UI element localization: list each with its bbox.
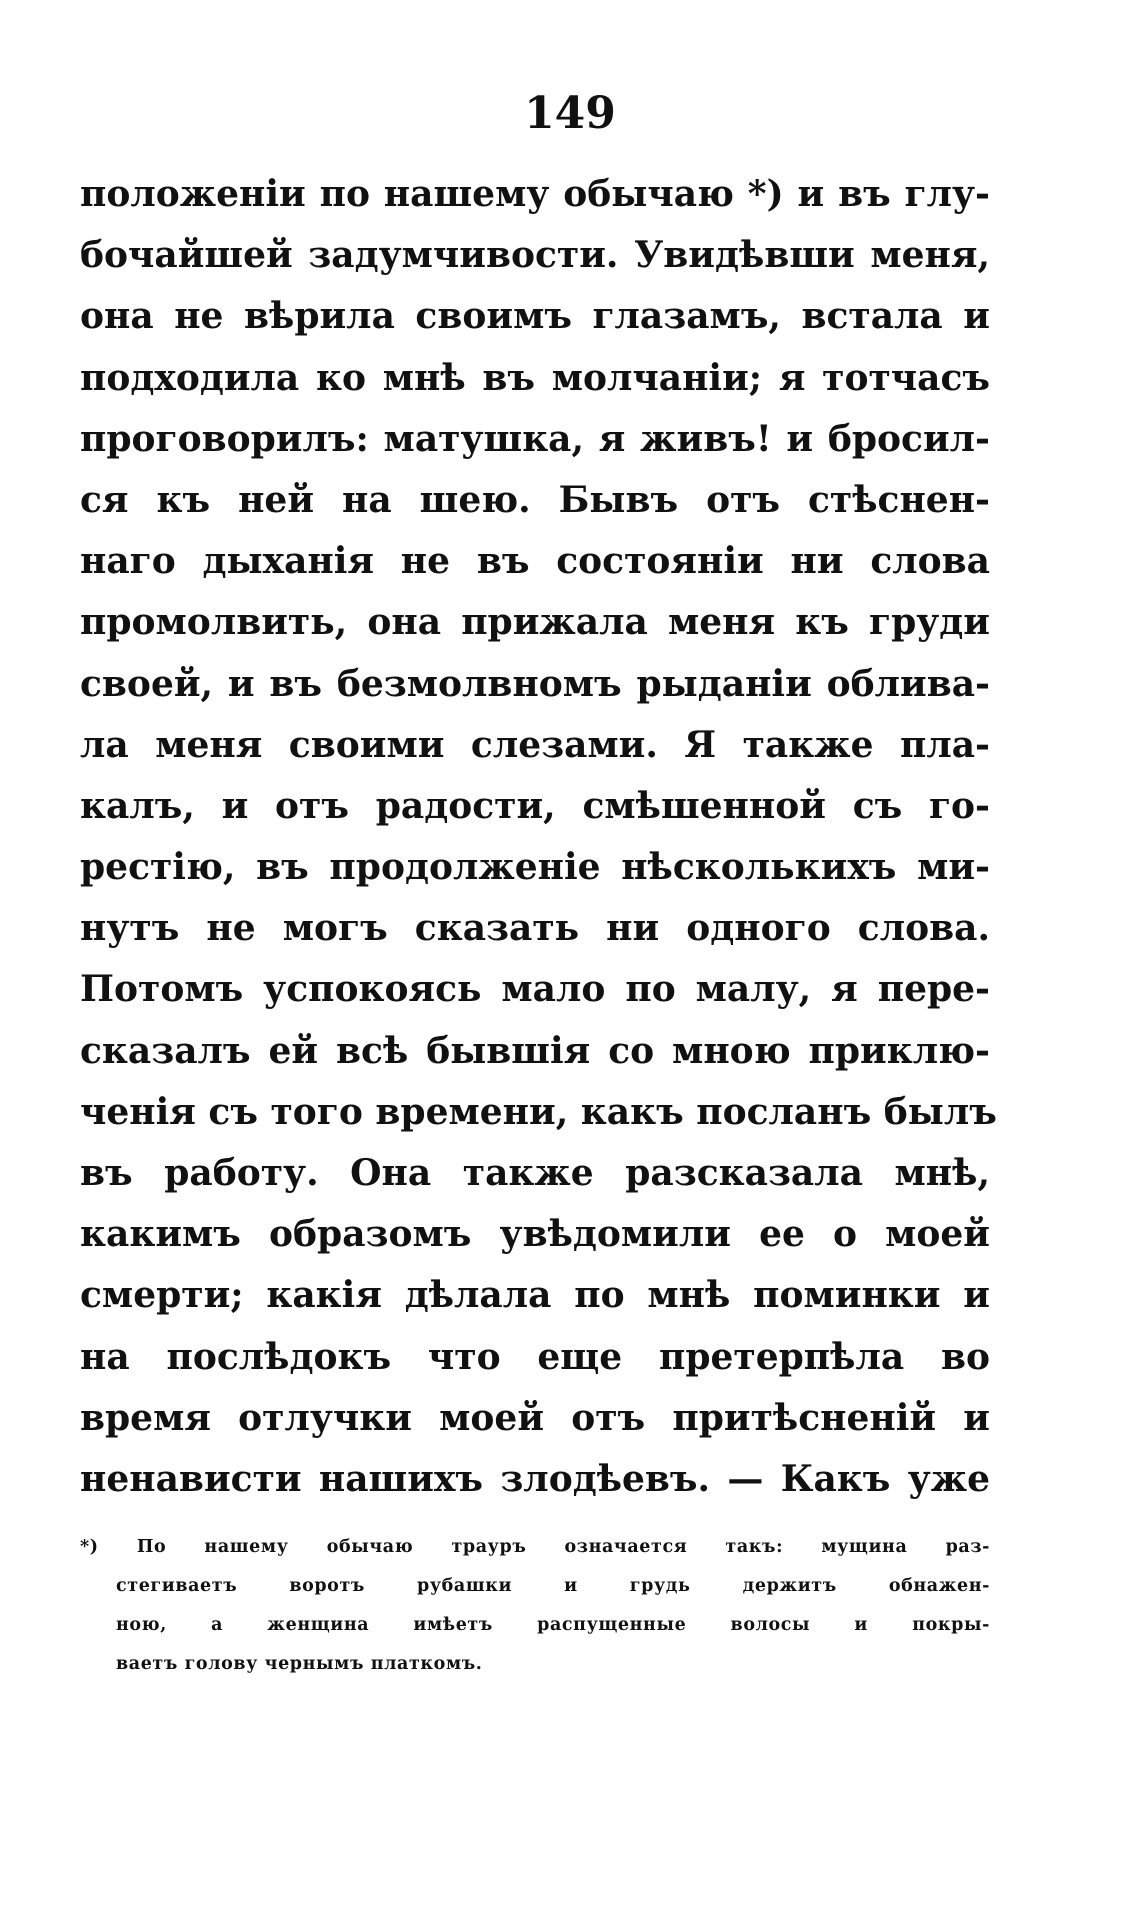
text-line: промолвить, она прижала меня къ груди — [80, 601, 990, 644]
text-line: подходила ко мнѣ въ молчаніи; я тотчасъ — [80, 356, 990, 399]
text-line: ла меня своими слезами. Я также пла- — [80, 723, 990, 766]
text-line: своей, и въ безмолвномъ рыданіи облива- — [80, 662, 990, 705]
text-line: Потомъ успокоясь мало по малу, я пере- — [80, 968, 990, 1011]
text-line: бочайшей задумчивости. Увидѣвши меня, — [80, 234, 990, 277]
text-line: въ работу. Она также разсказала мнѣ, — [80, 1152, 990, 1194]
text-line: ченія съ того времени, какъ посланъ былъ — [80, 1090, 997, 1133]
text-line: положеніи по нашему обычаю *) и въ глу- — [80, 173, 990, 215]
text-line: время отлучки моей отъ притѣсненій и — [80, 1396, 990, 1439]
text-line: наго дыханія не въ состояніи ни слова — [80, 540, 990, 583]
text-line: на послѣдокъ что еще претерпѣла во — [80, 1335, 990, 1378]
footnote-line: ваетъ голову чернымъ платкомъ. — [116, 1654, 483, 1674]
text-line: рестію, въ продолженіе нѣсколькихъ ми- — [80, 846, 990, 889]
text-line: ся къ ней на шею. Бывъ отъ стѣснен- — [80, 478, 990, 521]
text-line: она не вѣрила своимъ глазамъ, встала и — [80, 295, 990, 338]
text-line: сказалъ ей всѣ бывшія со мною приклю- — [80, 1029, 990, 1072]
body-text — [80, 164, 997, 1510]
text-line: какимъ образомъ увѣдомили ее о моей — [80, 1213, 990, 1256]
footnote-line: стегиваетъ воротъ рубашки и грудь держитъ обнажен- — [116, 1576, 990, 1596]
text-line: ненависти нашихъ злодѣевъ. — Какъ уже — [80, 1457, 990, 1500]
footnote-line: *) По нашему обычаю трауръ означается такъ: мущина раз- — [80, 1537, 990, 1557]
text-line: нутъ не могъ сказать ни одного слова. — [80, 907, 990, 950]
text-line: смерти; какія дѣлала по мнѣ поминки и — [80, 1274, 990, 1317]
footnote — [80, 1528, 990, 1684]
page-number: 149 — [524, 88, 616, 139]
text-line: калъ, и отъ радости, смѣшенной съ го- — [80, 784, 990, 827]
text-line: проговорилъ: матушка, я живъ! и бросил- — [80, 417, 990, 460]
footnote-line: ною, а женщина имѣетъ распущенные волосы и покры- — [116, 1615, 990, 1635]
